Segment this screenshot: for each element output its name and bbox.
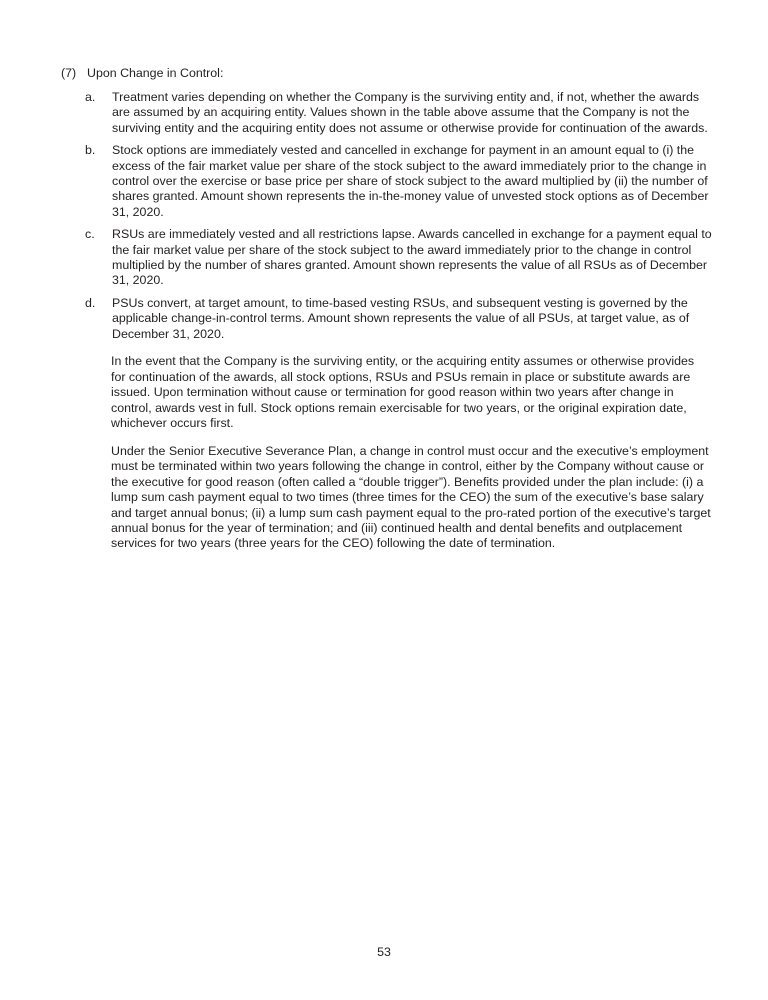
note-body [84,90,712,559]
note-number: (7) [61,66,77,80]
note-title: Upon Change in Control: [87,66,224,80]
list-item-label: c. [85,227,95,242]
body-paragraph: In the event that the Company is the surviving entity, or the acquiring entity assumes or otherwise provides for continuation of the awards, all stock options, RSUs and PSUs remain in place or substitute awards are issued. Upon termination without cause or termination for good reason within two years after change in control, awards vest in full. Stock options remain exercisable for two years, or the original expiration date, whichever occurs first. [111,354,695,431]
list-item-text: PSUs convert, at target amount, to time-based vesting RSUs, and subsequent vesting is governed by the applicable change-in-control terms. Amount shown represents the value of all PSUs, at target value, as of December 31, 2020. [112,295,690,341]
list-item-label: b. [85,143,96,158]
body-paragraph: Under the Senior Executive Severance Plan, a change in control must occur and the executive’s employment must be terminated within two years following the change in control, either by the Company without cause or the executive for good reason (often called a “double trigger”). Benefits provided under the plan include: (i) a lump sum cash payment equal to two times (three times for the CEO) the sum of the executive’s base salary and target annual bonus; (ii) a lump sum cash payment equal to the pro-rated portion of the executive’s target annual bonus for the year of termination; and (iii) continued health and dental benefits and outplacement services for two years (three years for the CEO) following the date of termination. [111,443,711,551]
list-item-label: a. [85,90,96,104]
list-item [84,143,712,220]
list-item [84,90,712,136]
list-item-label: d. [85,295,96,310]
list-item [84,296,712,342]
page-number: 53 [377,945,391,959]
note-heading [61,66,721,81]
list-item [84,227,712,289]
list-item-text: Stock options are immediately vested and cancelled in exchange for payment in an amount equal to (i) the excess of the fair market value per share of the stock subject to the award immediately prior to the change in control over the exercise or base price per share of stock subject to the award multiplied by (ii) the number of shares granted. Amount shown represents the in-the-money value of unvested stock options as of December 31, 2020. [112,143,709,219]
list-item-text: RSUs are immediately vested and all restrictions lapse. Awards cancelled in exchange for a payment equal to the fair market value per share of the stock subject to the award immediately prior to the change in control multiplied by the number of shares granted. Amount shown represents the value of all RSUs as of December 31, 2020. [112,227,712,288]
list-item-text: Treatment varies depending on whether the Company is the surviving entity and, if not, whether the awards are assumed by an acquiring entity. Values shown in the table above assume that the Company is not the surviving entity and the acquiring entity does not assume or otherwise provide for continuation of the awards. [112,90,708,135]
